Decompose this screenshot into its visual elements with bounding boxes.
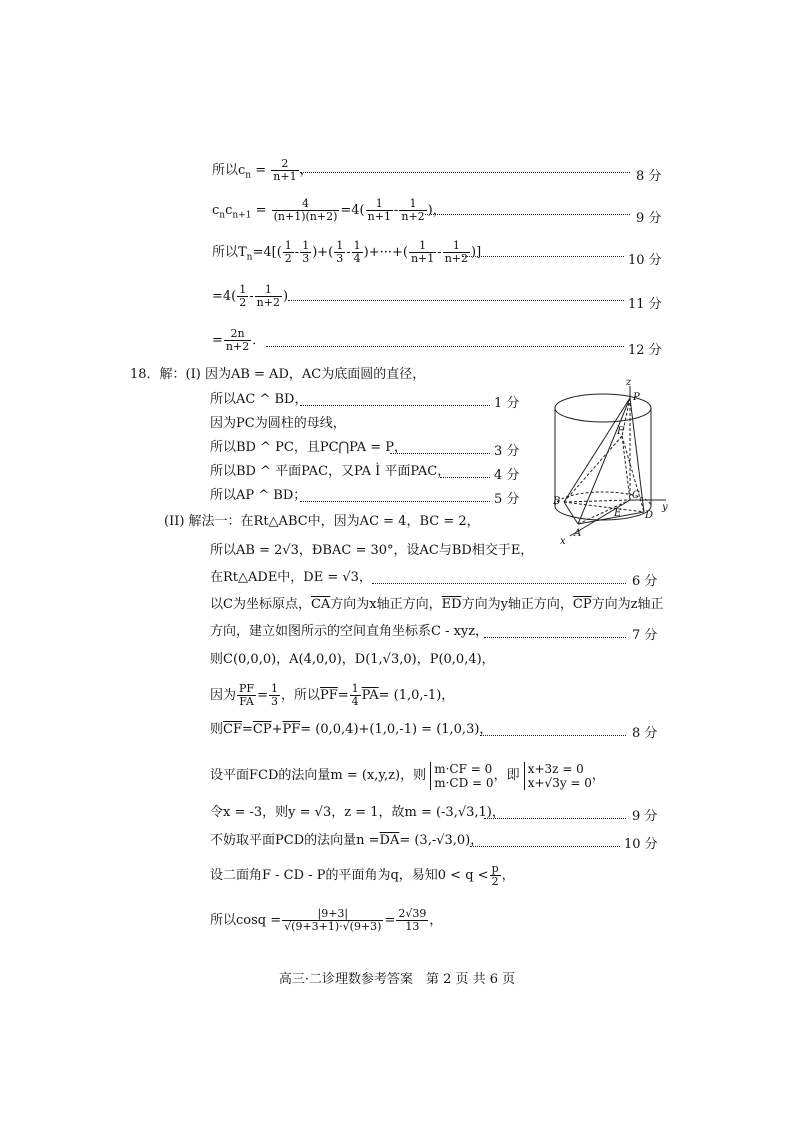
text: c	[212, 203, 220, 218]
numerator: PF	[239, 682, 255, 695]
denominator: n+2	[401, 210, 425, 223]
text: 设二面角F - CD - P的平面角为q，易知0 < q <	[210, 868, 489, 883]
q18-header: 18．解：(I) 因为AB = AD，AC为底面圆的直径，	[130, 367, 426, 382]
line-cn	[212, 158, 313, 184]
denominator: n+1	[410, 252, 435, 265]
fraction	[283, 240, 294, 265]
leader-dots	[425, 214, 630, 215]
equation: m·CF = 0	[434, 762, 493, 776]
fraction	[282, 908, 383, 933]
fraction	[272, 198, 340, 223]
fraction	[255, 284, 282, 309]
vector-cp: $\overline{CP}$	[252, 722, 272, 737]
denominator: n+1	[273, 170, 297, 183]
q2-line-d	[210, 597, 663, 613]
q2-line-k	[210, 833, 483, 849]
numerator: 2n	[224, 328, 251, 341]
label-p: P	[633, 392, 640, 403]
text: -	[437, 245, 442, 260]
text: 不妨取平面PCD的法向量n =	[210, 833, 380, 848]
numerator: 1	[366, 198, 393, 211]
text: =4(	[340, 203, 365, 218]
text: 设平面FCD的法向量m = (x,y,z)，则	[210, 768, 427, 783]
text: 方向为x轴正方向，	[330, 597, 442, 612]
numerator: 1	[255, 284, 282, 297]
text: 所以cosq =	[210, 913, 282, 928]
denominator: 13	[405, 920, 420, 933]
text: ．	[252, 333, 266, 348]
leader-dots	[484, 818, 626, 819]
numerator: 1	[336, 239, 344, 252]
q2-line-g	[210, 683, 454, 708]
text: ，即	[493, 768, 520, 783]
numerator: 1	[353, 239, 361, 252]
fraction	[396, 908, 428, 933]
vector-da: $\overline{DA}$	[379, 833, 400, 848]
q2-line-f: 则C(0,0,0)，A(4,0,0)，D(1,√3,0)，P(0,0,4)，	[210, 652, 495, 667]
denominator: 2	[284, 252, 292, 265]
q18-line-b: 因为PC为圆柱的母线，	[210, 416, 346, 431]
numerator: 1	[270, 682, 278, 695]
score-5: 5 分	[494, 492, 520, 507]
leader-dots	[300, 405, 490, 406]
numerator: 1	[239, 283, 247, 296]
leader-dots	[288, 300, 624, 301]
leader-dots	[300, 501, 490, 502]
label-z: z	[626, 378, 632, 388]
text: -	[294, 245, 300, 260]
line-tn	[212, 240, 481, 266]
text: ，所以	[280, 688, 320, 703]
numerator: 1	[351, 682, 359, 695]
leader-dots	[462, 256, 624, 257]
q18-line-d: 所以BD ^ 平面PAC，又PA Ì 平面PAC，	[210, 464, 451, 479]
vector-cf: $\overline{CF}$	[223, 722, 242, 737]
text: -	[346, 245, 351, 260]
vector-pa: $\overline{PA}$	[361, 688, 379, 703]
subscript: n	[245, 170, 252, 181]
q2-line-m	[210, 908, 442, 933]
score-3: 3 分	[494, 444, 520, 459]
leader-dots	[470, 846, 620, 847]
equation: x+√3y = 0	[527, 776, 592, 790]
score-6: 6 分	[632, 574, 658, 589]
score-8: 8 分	[636, 169, 662, 184]
denominator: 4	[353, 252, 361, 265]
fraction	[237, 683, 256, 708]
denominator: n+2	[225, 340, 250, 353]
text: 所以T	[212, 245, 247, 260]
line-eq5	[212, 328, 265, 353]
score-8b: 8 分	[632, 726, 658, 741]
fraction	[490, 863, 501, 888]
text: 则	[210, 722, 224, 737]
leader-dots	[372, 583, 626, 584]
numerator: 1	[443, 240, 470, 253]
equation: m·CD = 0	[434, 776, 494, 790]
denominator: (n+1)(n+2)	[273, 210, 338, 223]
denominator: 2	[491, 875, 499, 888]
fraction	[443, 240, 470, 265]
q2-line-c: 在Rt△ADE中，DE = √3，	[210, 570, 372, 585]
subscript: n	[246, 252, 253, 263]
denominator: n+2	[444, 252, 468, 265]
denominator: 3	[302, 252, 310, 265]
fraction	[300, 240, 311, 265]
line-cncn1	[212, 198, 446, 224]
q2-line-j: 令x = -3，则y = √3，z = 1，故m = (-3,√3,1)，	[210, 805, 505, 820]
fraction	[366, 198, 393, 223]
text: =	[212, 333, 223, 348]
score-4: 4 分	[494, 468, 520, 483]
cylinder-diagram	[548, 378, 672, 548]
leader-dots	[300, 172, 630, 173]
leader-dots	[440, 477, 490, 478]
score-7: 7 分	[632, 628, 658, 643]
denominator: n+1	[367, 210, 391, 223]
line-eq4	[212, 284, 288, 309]
fraction	[237, 284, 248, 309]
numerator: |9+3|	[282, 908, 383, 921]
text: ，	[501, 868, 515, 883]
fraction	[224, 328, 251, 353]
label-x: x	[560, 536, 566, 547]
leader-dots	[480, 735, 626, 736]
score-10: 10 分	[628, 253, 662, 268]
text: -	[393, 203, 399, 218]
score-12: 12 分	[628, 343, 662, 358]
numerator: p	[491, 862, 499, 875]
text: )]	[471, 245, 482, 260]
fraction	[399, 198, 426, 223]
vector-ca: $\overline{CA}$	[310, 597, 331, 612]
text: ，	[299, 163, 313, 178]
text: =	[257, 688, 268, 703]
text: 所以c	[212, 163, 246, 178]
score-9b: 9 分	[632, 809, 658, 824]
text: ，	[591, 768, 605, 783]
denominator: 4	[351, 695, 359, 708]
page-footer: 高三·二诊理数参考答案 第 2 页 共 6 页	[278, 972, 516, 987]
text: c	[225, 203, 233, 218]
label-y: y	[662, 502, 668, 513]
text: =4(	[212, 289, 237, 304]
system-1	[430, 762, 493, 790]
denominator: FA	[239, 695, 254, 708]
text: = (1,0,-1)，	[378, 688, 455, 703]
text: =	[241, 722, 253, 737]
vector-ed: $\overline{ED}$	[441, 597, 462, 612]
numerator: 1	[399, 198, 426, 211]
text: =	[255, 163, 267, 178]
fraction	[350, 683, 361, 708]
text: =4[(	[252, 245, 282, 260]
label-a: A	[574, 528, 582, 539]
leader-dots	[266, 346, 624, 347]
text: )+(	[312, 245, 334, 260]
system-2	[524, 762, 592, 790]
q2-line-i	[210, 762, 605, 790]
denominator: 2	[239, 296, 247, 309]
text: -	[249, 289, 254, 304]
leader-dots	[484, 637, 626, 638]
text: )	[282, 289, 289, 304]
text: =	[337, 688, 349, 703]
text: )，	[427, 203, 446, 218]
fraction	[409, 240, 436, 265]
fraction	[352, 240, 363, 265]
score-1: 1 分	[494, 396, 520, 411]
q2-line-h	[210, 722, 492, 738]
text: ，	[429, 913, 443, 928]
label-c: C	[632, 490, 640, 501]
subscript: n+1	[232, 210, 252, 221]
text: +	[271, 722, 283, 737]
vector-pf: $\overline{PF}$	[319, 688, 338, 703]
text: = (3,-√3,0)，	[399, 833, 484, 848]
vector-pf: $\overline{PF}$	[282, 722, 301, 737]
leader-dots	[390, 453, 490, 454]
text: = (0,0,4)+(1,0,-1) = (1,0,3)，	[300, 722, 493, 737]
text: 以C为坐标原点，	[210, 597, 311, 612]
score-9: 9 分	[636, 211, 662, 226]
q18-line-c: 所以BD ^ PC，且PC⋂PA = P，	[210, 440, 408, 455]
text: 方向为z轴正	[591, 597, 664, 612]
q2-line-e: 方向，建立如图所示的空间直角坐标系C - xyz，	[210, 624, 489, 639]
numerator: 1	[302, 239, 310, 252]
fraction	[269, 683, 280, 708]
vector-cp: $\overline{CP}$	[572, 597, 592, 612]
text: 因为	[210, 688, 237, 703]
numerator: 2√39	[398, 907, 427, 920]
text: =	[384, 913, 396, 928]
fraction	[271, 158, 298, 183]
denominator: √(9+3+1)·√(9+3)	[284, 920, 382, 933]
equation: x+3z = 0	[527, 762, 584, 776]
denominator: 3	[270, 695, 278, 708]
q18-line-a: 所以AC ^ BD，	[210, 392, 308, 407]
text: 方向为y轴正方向，	[461, 597, 573, 612]
q2-line-l	[210, 863, 515, 888]
numerator: 4	[272, 198, 340, 211]
fraction	[334, 240, 345, 265]
q2-line-b: 所以AB = 2√3，ÐBAC = 30°，设AC与BD相交于E，	[210, 543, 534, 558]
denominator: 3	[336, 252, 344, 265]
label-f: F	[617, 426, 624, 437]
numerator: 1	[284, 239, 292, 252]
score-10b: 10 分	[624, 837, 658, 852]
label-b: B	[553, 496, 561, 507]
score-11: 11 分	[628, 297, 662, 312]
q18-line-e: 所以AP ^ BD；	[210, 488, 307, 503]
text: =	[255, 203, 267, 218]
numerator: 2	[271, 158, 298, 171]
denominator: n+2	[256, 296, 280, 309]
q2-line-a: (II) 解法一：在Rt△ABC中，因为AC = 4，BC = 2，	[164, 514, 480, 529]
subscript: n	[219, 210, 226, 221]
label-e: E	[614, 508, 622, 519]
numerator: 1	[409, 240, 436, 253]
label-d: D	[645, 510, 654, 521]
text: )+···+(	[363, 245, 408, 260]
